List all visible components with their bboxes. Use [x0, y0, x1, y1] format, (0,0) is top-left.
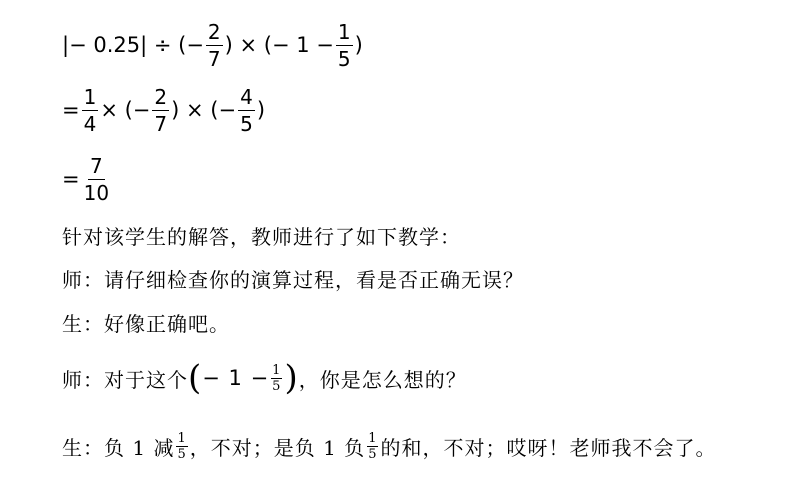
student-2-fraction-b: [367, 432, 378, 461]
equation-line-1: [62, 20, 363, 70]
fraction-denominator: 4: [83, 111, 97, 136]
eq1-fraction-1-5: [336, 19, 353, 71]
eq2-mid2: ) × (−: [171, 98, 237, 122]
big-left-paren: (: [188, 358, 203, 398]
eq3-equals: =: [62, 167, 80, 191]
eq1-end: ): [354, 33, 363, 57]
fraction-numerator: 2: [207, 19, 221, 44]
fraction-denominator: 7: [154, 111, 168, 136]
student-2-fraction-a: [176, 432, 187, 461]
dialogue-teacher-1: [62, 263, 524, 293]
dialogue-student-1: [62, 307, 230, 337]
eq2-fraction-4-5: [238, 84, 255, 136]
eq1-mid: ) × (− 1 −: [224, 33, 334, 57]
eq1-fraction-2-7: [206, 19, 223, 71]
fraction-denominator: 5: [240, 111, 253, 136]
eq1-lhs: |− 0.25| ÷ (−: [62, 33, 204, 57]
eq2-fraction-1-4: [82, 84, 99, 136]
intro-label: 针对该学生的解答，教师进行了如下教学：: [62, 224, 461, 249]
equation-line-2: [62, 84, 265, 136]
fraction-denominator: 5: [368, 446, 378, 462]
eq2-equals: =: [62, 98, 80, 122]
dialogue-student-2: [62, 424, 716, 468]
fraction-numerator: 1: [368, 430, 378, 446]
teacher-2-prefix: 师：对于这个: [62, 367, 188, 392]
fraction-numerator: 2: [154, 84, 168, 109]
eq3-fraction-7-10: [82, 153, 111, 205]
fraction-numerator: 1: [177, 430, 187, 446]
teacher-2-suffix: ，你是怎么想的？: [298, 367, 467, 392]
fraction-numerator: 4: [240, 84, 253, 109]
dialogue-teacher-2: [62, 356, 467, 400]
student-1-text: 生：好像正确吧。: [62, 311, 230, 336]
teacher-1-text: 师：请仔细检查你的演算过程，看是否正确无误？: [62, 267, 524, 292]
big-right-paren: ): [284, 358, 299, 398]
fraction-numerator: 7: [89, 153, 103, 178]
equation-line-3: [62, 152, 113, 206]
teacher-2-fraction-1-5: [271, 364, 282, 393]
fraction-numerator: 1: [83, 84, 97, 109]
student-2-part1: 生：负 1 减: [62, 435, 175, 460]
fraction-denominator: 5: [177, 446, 187, 462]
fraction-denominator: 5: [272, 378, 282, 394]
eq2-mid1: × (−: [100, 98, 151, 122]
fraction-numerator: 1: [272, 362, 282, 378]
teacher-2-expr: − 1 −: [202, 366, 270, 390]
student-2-part3: 的和，不对；哎呀！老师我不会了。: [380, 435, 717, 460]
fraction-denominator: 5: [337, 46, 351, 71]
eq2-fraction-2-7: [152, 84, 169, 136]
fraction-numerator: 1: [337, 19, 351, 44]
student-2-part2: ，不对；是负 1 负: [189, 435, 366, 460]
intro-text: [62, 220, 461, 250]
fraction-denominator: 7: [207, 46, 221, 71]
eq2-end: ): [256, 98, 266, 122]
fraction-denominator: 10: [83, 180, 110, 205]
